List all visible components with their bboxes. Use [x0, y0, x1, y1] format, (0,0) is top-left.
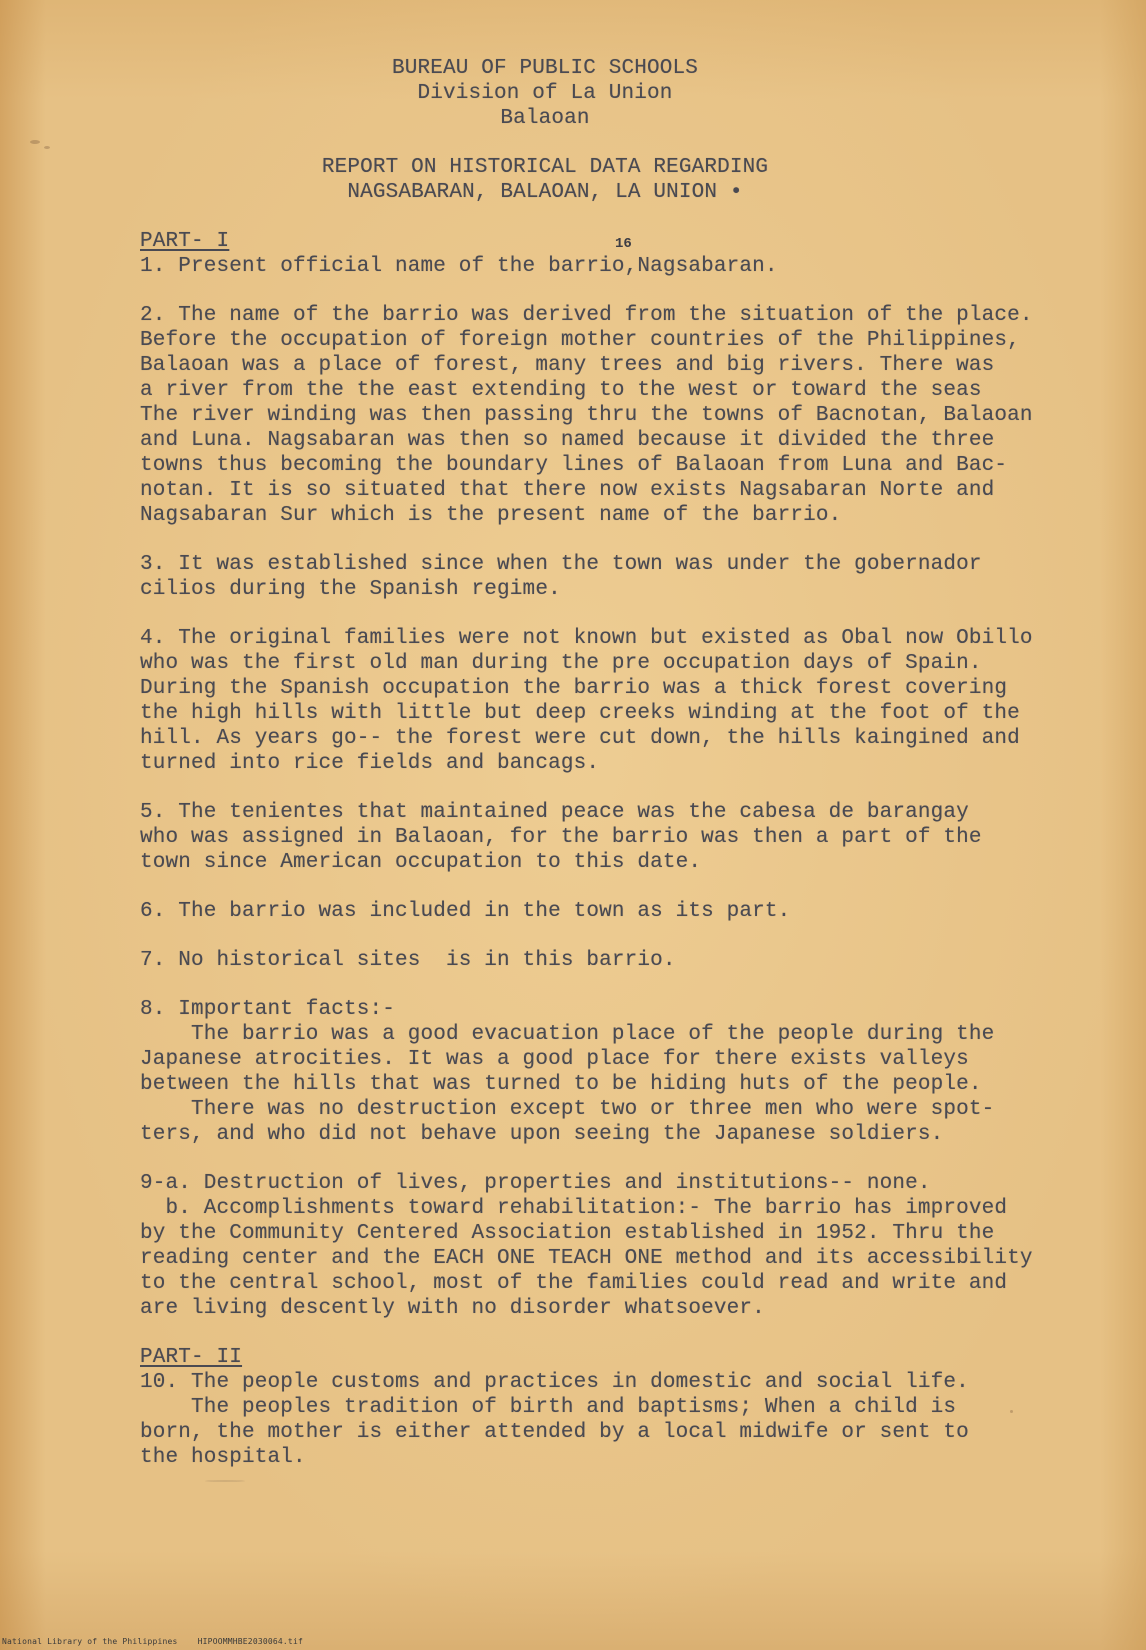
item-9-line: reading center and the EACH ONE TEACH ONE method and its accessibility — [140, 1247, 1033, 1270]
paper-stain — [205, 1480, 245, 1482]
paper-stain — [30, 140, 40, 144]
item-8-line: There was no destruction except two or three men who were spot- — [140, 1098, 995, 1121]
item-9-line: b. Accomplishments toward rehabilitation:- The barrio has improved — [140, 1197, 1008, 1220]
item-10-line: the hospital. — [140, 1446, 306, 1469]
item-2-line: notan. It is so situated that there now exists Nagsabaran Norte and — [140, 479, 995, 502]
item-2-line: and Luna. Nagsabaran was then so named because it divided the three — [140, 429, 995, 452]
scan-caption: National Library of the Philippines HIPOOMMHBE2030064.tif — [2, 1637, 303, 1646]
item-8-line: The barrio was a good evacuation place of the people during the — [140, 1023, 995, 1046]
item-2-line: Nagsabaran Sur which is the present name of the barrio. — [140, 504, 842, 527]
item-2-line: towns thus becoming the boundary lines of Balaoan from Luna and Bac- — [140, 454, 1008, 477]
item-4-line: hill. As years go-- the forest were cut down, the hills kaingined and — [140, 727, 1020, 750]
item-6: 6. The barrio was included in the town as its part. — [140, 900, 791, 923]
item-4-line: turned into rice fields and bancags. — [140, 752, 600, 775]
item-9-line: 9-a. Destruction of lives, properties and institutions-- none. — [140, 1172, 931, 1195]
item-3-line: cilios during the Spanish regime. — [140, 578, 561, 601]
item-1: 1. Present official name of the barrio,Nagsabaran. — [140, 255, 778, 278]
item-9-line: by the Community Centered Association established in 1952. Thru the — [140, 1222, 995, 1245]
item-2-line: Before the occupation of foreign mother countries of the Philippines, — [140, 329, 1020, 352]
item-9-line: to the central school, most of the families could read and write and — [140, 1272, 1008, 1295]
division-heading: Division of La Union — [417, 82, 673, 105]
item-4-line: During the Spanish occupation the barrio was a thick forest covering — [140, 677, 1008, 700]
paper-stain — [1010, 1410, 1013, 1413]
item-4-line: 4. The original families were not known but existed as Obal now Obillo — [140, 627, 1033, 650]
item-7: 7. No historical sites is in this barrio. — [140, 949, 676, 972]
item-2-line: Balaoan was a place of forest, many trees and big rivers. There was — [140, 354, 995, 377]
item-2-line: a river from the the east extending to the west or toward the seas — [140, 379, 982, 402]
item-2-line: The river winding was then passing thru the towns of Bacnotan, Balaoan — [140, 404, 1033, 427]
report-title: REPORT ON HISTORICAL DATA REGARDING — [321, 156, 769, 179]
item-10-line: 10. The people customs and practices in domestic and social life. — [140, 1371, 969, 1394]
part-1-heading: PART- I — [140, 230, 230, 253]
town-heading: Balaoan — [500, 107, 590, 130]
paper-stain — [44, 146, 50, 149]
item-4-line: who was the first old man during the pre occupation days of Spain. — [140, 652, 982, 675]
item-10-line: The peoples tradition of birth and baptisms; When a child is — [140, 1396, 957, 1419]
item-8-line: between the hills that was turned to be hiding huts of the people. — [140, 1073, 982, 1096]
item-2-line: 2. The name of the barrio was derived from the situation of the place. — [140, 304, 1033, 327]
insert-mark: 16 — [615, 236, 632, 252]
bureau-heading: BUREAU OF PUBLIC SCHOOLS — [391, 57, 699, 80]
item-5-line: 5. The tenientes that maintained peace was the cabesa de barangay — [140, 801, 969, 824]
item-8-line: Japanese atrocities. It was a good place for there exists valleys — [140, 1048, 969, 1071]
item-8-line: ters, and who did not behave upon seeing the Japanese soldiers. — [140, 1123, 944, 1146]
item-5-line: who was assigned in Balaoan, for the barrio was then a part of the — [140, 826, 982, 849]
item-3-line: 3. It was established since when the town was under the gobernador — [140, 553, 982, 576]
item-8-line: 8. Important facts:- — [140, 998, 396, 1021]
report-subtitle: NAGSABARAN, BALAOAN, LA UNION • — [347, 181, 743, 204]
item-10-line: born, the mother is either attended by a local midwife or sent to — [140, 1421, 969, 1444]
item-4-line: the high hills with little but deep creeks winding at the foot of the — [140, 702, 1020, 725]
item-9-line: are living descently with no disorder whatsoever. — [140, 1297, 765, 1320]
item-5-line: town since American occupation to this date. — [140, 851, 702, 874]
part-2-heading: PART- II — [140, 1346, 243, 1369]
